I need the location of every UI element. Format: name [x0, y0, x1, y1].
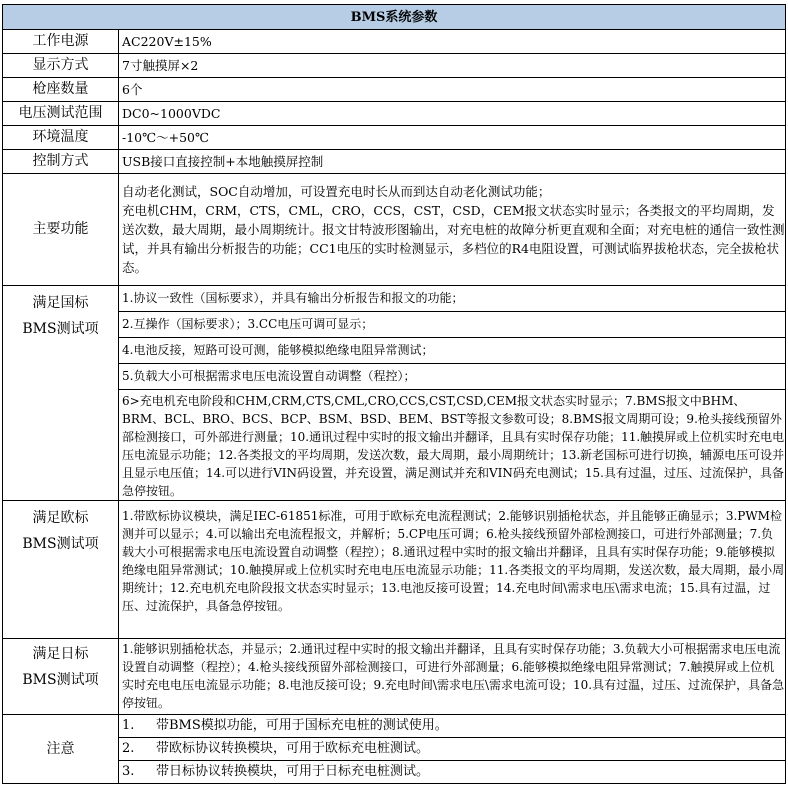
row-label-gb: [3, 286, 119, 501]
row-value-display: 7寸触摸屏×2: [119, 54, 786, 78]
jp-label-line-2: BMS测试项: [22, 672, 99, 688]
gb-item: 2.互操作（国标要求）；3.CC电压可调可显示；: [119, 312, 785, 338]
note-number: 3.: [122, 764, 135, 779]
table-row: [3, 78, 786, 102]
row-label-notes: 注意: [3, 715, 119, 784]
gb-item: 6>充电机充电阶段和CHM,CRM,CTS,CML,CRO,CCS,CST,CSD,CEM报文状态实时显示；7.BMS报文中BHM、BRM、BCL、BRO、BCS、BCP、BSM、BSD、BEM、BST等报文参数可设；8.BMS报文周期可设；9.枪头接线预留外部检测接口，可外部进行测量；10.通讯过程中实时的报文输出并翻译，且具有实时保存功能；11.触摸屏或上位机实时充电电压电流显示功能；12.各类报文的平均周期，发送次数，最大周期，最小周期统计；13.新老国标可进行切换，辅源电压可设并且显示电压值；14.可以进行VIN码设置，并充设置，满足测试并充和VIN码充电测试；15.具有过温，过压、过流保护，具备急停按钮。: [122, 394, 785, 498]
note-item: [119, 738, 785, 761]
main-function-line: 自动老化测试，SOC自动增加，可设置充电时长从而到达自动老化测试功能；: [122, 184, 551, 199]
row-value-voltage-range: DC0~1000VDC: [119, 102, 786, 126]
row-label-display: 显示方式: [3, 54, 119, 78]
eu-items-cell: 1.带欧标协议模块，满足IEC-61851标准，可用于欧标充电流程测试；2.能够识别插枪状态，并且能够正确显示；3.PWM检测并可以显示；4.可以输出充电流程报文，并解析；5.CP电压可调；6.枪头接线预留外部检测接口，可进行外部测量；7.负载大小可根据需求电压电流设置自动调整（程控）；8.通讯过程中实时的报文输出并翻译，且具有实时保存功能；9.能够模拟绝缘电阻异常测试；10.触摸屏或上位机实时充电电压电流显示功能；11.各类报文的平均周期，发送次数，最大周期，最小周期统计；12.充电机充电阶段报文状态实时显示；13.电池反接可设置；14.充电时间\需求电压\需求电流；15.具有过温，过压、过流保护，具备急停按钮。: [119, 501, 786, 639]
table-row: [3, 30, 786, 54]
row-label-power: 工作电源: [3, 30, 119, 54]
jp-label-line-1: 满足日标: [32, 646, 89, 662]
row-value-control: USB接口直接控制+本地触摸屏控制: [119, 150, 786, 174]
table-row: [3, 54, 786, 78]
note-number: 1.: [122, 718, 135, 733]
eu-label-line-2: BMS测试项: [22, 536, 99, 552]
table-row: [3, 715, 786, 784]
eu-label-line-1: 满足欧标: [32, 510, 89, 526]
row-label-jp: [3, 639, 119, 715]
note-number: 2.: [122, 741, 135, 756]
note-text: 带日标协议转换模块，可用于日标充电桩测试。: [156, 764, 430, 779]
table-row: [3, 126, 786, 150]
row-value-socket-count: 6个: [119, 78, 786, 102]
row-label-main-function: 主要功能: [3, 174, 119, 286]
table-row: [3, 639, 786, 715]
row-label-voltage-range: 电压测试范围: [3, 102, 119, 126]
table-row: [3, 102, 786, 126]
gb-items-cell: [119, 286, 786, 501]
main-function-cell: [119, 174, 786, 286]
gb-label-line-1: 满足国标: [32, 295, 89, 311]
table-row: [3, 150, 786, 174]
table-title: BMS系统参数: [3, 5, 786, 30]
row-label-temperature: 环境温度: [3, 126, 119, 150]
note-text: 带BMS模拟功能，可用于国标充电桩的测试使用。: [156, 718, 448, 733]
gb-item: 4.电池反接，短路可设可测，能够模拟绝缘电阻异常测试；: [119, 338, 785, 364]
gb-label-line-2: BMS测试项: [22, 321, 99, 337]
row-label-socket-count: 枪座数量: [3, 78, 119, 102]
row-value-temperature: -10℃～+50℃: [119, 126, 786, 150]
table-row: [3, 501, 786, 639]
table-row: [3, 174, 786, 286]
row-label-control: 控制方式: [3, 150, 119, 174]
bms-parameter-table: [2, 4, 786, 784]
table-row: [3, 286, 786, 501]
note-item: [119, 715, 785, 738]
row-label-eu: [3, 501, 119, 639]
jp-items-cell: 1.能够识别插枪状态，并显示；2.通讯过程中实时的报文输出并翻译，且具有实时保存功能；3.负载大小可根据需求电压电流设置自动调整（程控）；4.枪头接线预留外部检测接口，可进行外部测量；6.能够模拟绝缘电阻异常测试；7.触摸屏或上位机实时充电电压电流显示功能；8.电池反接可设；9.充电时间\需求电压\需求电流可设；10.具有过温，过压、过流保护，具备急停按钮。: [119, 639, 786, 715]
row-value-power: AC220V±15%: [119, 30, 786, 54]
notes-cell: [119, 715, 786, 784]
gb-item: 1.协议一致性（国标要求），并具有输出分析报告和报文的功能；: [119, 286, 785, 312]
main-function-line: 充电机CHM，CRM，CTS，CML，CRO，CCS，CST，CSD，CEM报文状态实时显示；各类报文的平均周期，发送次数，最大周期，最小周期统计。报文甘特波形图输出，对充电桩的故障分析更直观和全面；对充电桩的通信一致性测试，并具有输出分析报告的功能；CC1电压的实时检测显示，多档位的R4电阻设置，可测试临界拔枪状态，完全拔枪状态。: [122, 203, 785, 275]
note-text: 带欧标协议转换模块，可用于欧标充电桩测试。: [156, 741, 430, 756]
note-item: [119, 761, 785, 783]
gb-item: 5.负载大小可根据需求电压电流设置自动调整（程控）；: [119, 364, 785, 390]
